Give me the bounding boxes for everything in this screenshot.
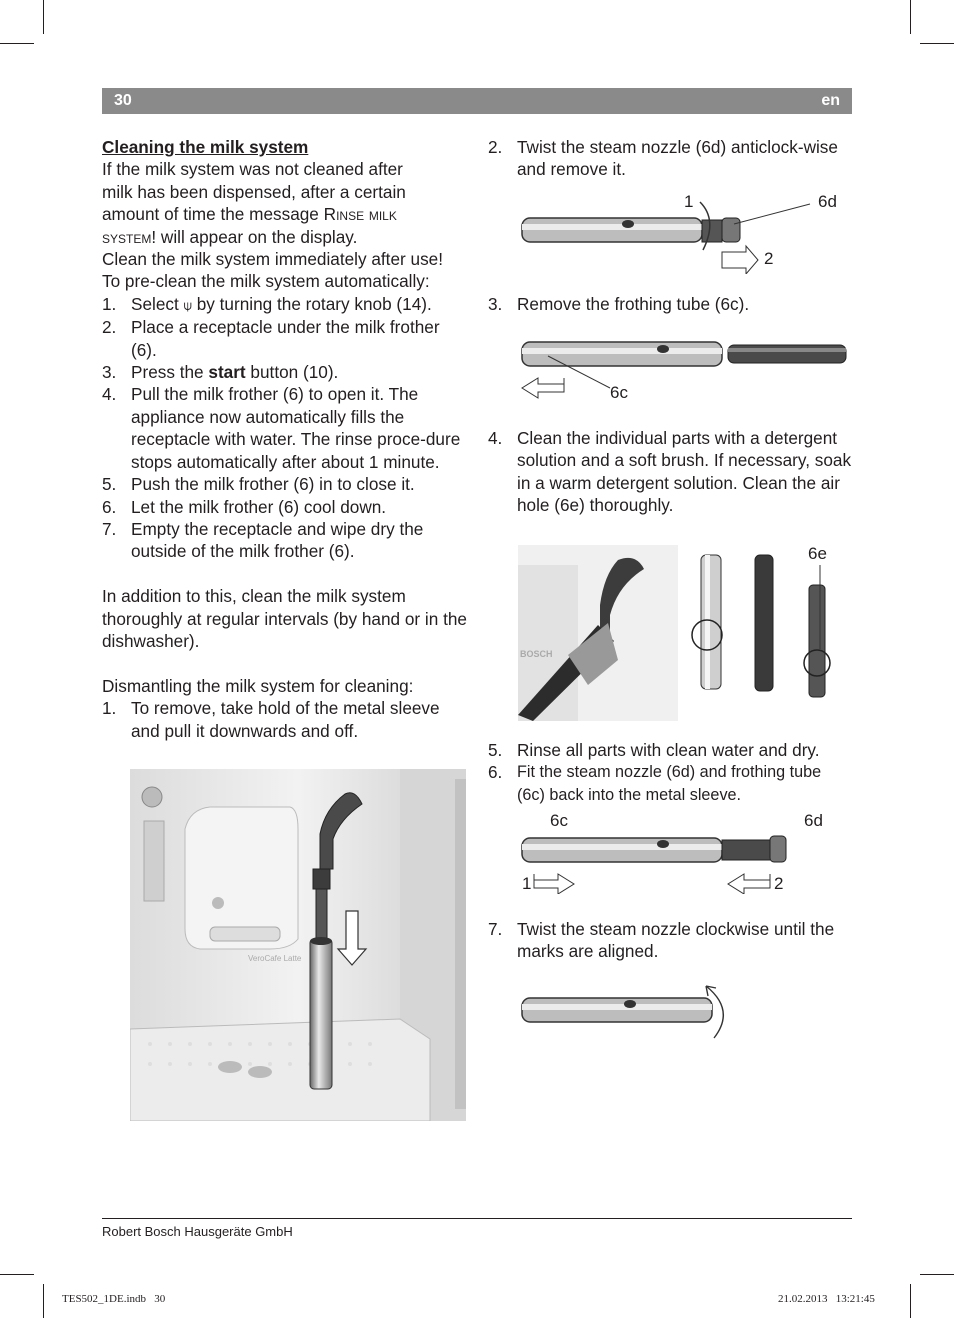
step-text-part: Select <box>131 293 184 314</box>
footer-divider <box>102 1218 852 1219</box>
page-number: 30 <box>114 92 132 109</box>
step-block <box>488 739 853 806</box>
step-text-part: by turning the rotary knob (14). <box>191 293 432 314</box>
step-number: 4. <box>102 384 117 405</box>
step-item <box>102 697 470 742</box>
step-text: Clean the individual parts with a detergent solution and a soft brush. If necessary, soak in a warm detergent solution. Clean the air hole (6e) thoroughly. <box>517 428 852 516</box>
machine-illustration <box>130 769 466 1121</box>
procedure-intro: To pre-clean the milk system automatically: <box>102 271 430 292</box>
step-item <box>102 518 470 563</box>
machine-brand: VeroCafe Latte <box>248 954 302 963</box>
step-block <box>488 293 853 315</box>
step-text: Place a receptacle under the milk frother (6). <box>131 317 440 360</box>
warning-text: Clean the milk system immediately after use! <box>102 249 444 270</box>
intro-line: milk has been dispensed, after a certain <box>102 181 406 202</box>
page-header-bar <box>102 88 852 114</box>
step-item <box>488 761 853 806</box>
step-item <box>102 361 470 383</box>
display-message: system! <box>102 226 157 247</box>
figure-frothing-tube-removal <box>518 336 850 402</box>
crop-mark <box>43 1284 44 1318</box>
step-item <box>488 427 853 517</box>
step-number: 5. <box>102 474 117 495</box>
figure-label: 1 <box>684 192 694 211</box>
step-block <box>488 427 853 517</box>
step-text <box>131 293 470 316</box>
crop-mark <box>43 0 44 34</box>
figure-steam-nozzle-removal <box>518 190 848 274</box>
crop-mark <box>910 0 911 34</box>
figure-label: 2 <box>774 874 784 893</box>
crop-mark <box>0 43 34 44</box>
brush-cleaning-illustration <box>518 545 678 721</box>
figure-label: 6c <box>550 811 568 830</box>
step-number: 1. <box>102 293 117 314</box>
crop-mark <box>910 1284 911 1318</box>
step-number: 7. <box>488 919 503 939</box>
step-item <box>488 918 853 963</box>
figure-label: 1 <box>522 874 532 893</box>
step-text: Fit the steam nozzle (6d) and frothing tube (6c) back into the metal sleeve. <box>517 763 822 804</box>
crop-mark <box>920 43 954 44</box>
step-number: 6. <box>488 762 503 783</box>
dismantling-intro: Dismantling the milk system for cleaning: <box>102 675 414 696</box>
section-heading: Cleaning the milk system <box>102 137 309 157</box>
figure-twist-clockwise <box>518 982 738 1042</box>
intro-line: If the milk system was not cleaned after <box>102 159 403 180</box>
figure-label: 6d <box>818 192 837 211</box>
step-number: 3. <box>488 294 503 314</box>
step-number: 1. <box>102 698 117 719</box>
step-item <box>488 739 853 761</box>
step-text: Twist the steam nozzle clockwise until the marks are aligned. <box>517 919 835 962</box>
step-text: Pull the milk frother (6) to open it. The appliance now automatically fills the receptacle with water. The rinse proce-dure stops automatically after about 1 minute. <box>131 384 461 472</box>
step-number: 4. <box>488 428 503 448</box>
step-text: Empty the receptacle and wipe dry the outside of the milk frother (6). <box>131 518 424 562</box>
button-name: start <box>208 362 246 383</box>
step-block <box>488 918 853 963</box>
figure-label: 2 <box>764 249 774 268</box>
step-text: Push the milk frother (6) in to close it. <box>131 474 415 495</box>
step-item <box>102 383 470 473</box>
left-column <box>102 136 470 742</box>
regular-cleaning-text: In addition to this, clean the milk system thoroughly at regular intervals (by hand or in the dishwasher). <box>102 586 467 651</box>
crop-mark <box>0 1274 34 1275</box>
rinse-symbol-icon: ⍦ <box>183 296 192 313</box>
step-text: Twist the steam nozzle (6d) anticlock-wise and remove it. <box>517 137 838 180</box>
right-column <box>488 136 853 181</box>
step-text: Remove the frothing tube (6c). <box>517 294 750 314</box>
figure-parts-air-hole <box>685 545 845 705</box>
intro-line <box>102 203 470 225</box>
step-text-part: button (10). <box>245 362 339 383</box>
crop-mark <box>920 1274 954 1275</box>
step-text-part: Press the <box>131 362 209 383</box>
brand-text: BOSCH <box>520 649 553 659</box>
step-number: 5. <box>488 740 503 760</box>
language-code: en <box>821 92 840 109</box>
print-slug-datetime: 21.02.2013 13:21:45 <box>778 1293 875 1305</box>
step-number: 7. <box>102 518 117 539</box>
figure-label: 6d <box>804 811 823 830</box>
step-number: 6. <box>102 496 117 517</box>
figure-label: 6e <box>808 544 827 563</box>
intro-text: amount of time the message <box>102 204 324 225</box>
step-text: To remove, take hold of the metal sleeve and pull it downwards and off. <box>131 698 440 741</box>
step-text: Let the milk frother (6) cool down. <box>131 496 387 517</box>
step-item <box>102 496 470 518</box>
display-message: Rinse milk <box>323 204 397 225</box>
step-item <box>102 293 470 316</box>
step-item <box>102 316 470 361</box>
figure-label: 6c <box>610 383 628 402</box>
step-number: 2. <box>488 137 503 157</box>
intro-line <box>102 226 470 248</box>
footer-company: Robert Bosch Hausgeräte GmbH <box>102 1224 293 1239</box>
intro-text: will appear on the display. <box>156 226 358 247</box>
step-item <box>102 473 470 495</box>
step-number: 2. <box>102 317 117 338</box>
step-item <box>488 136 853 181</box>
step-number: 3. <box>102 362 117 383</box>
figure-reassembly <box>518 828 850 894</box>
step-text <box>131 361 470 383</box>
step-item <box>488 293 853 315</box>
step-text: Rinse all parts with clean water and dry. <box>517 740 820 760</box>
print-slug-file: TES502_1DE.indb 30 <box>62 1293 166 1305</box>
